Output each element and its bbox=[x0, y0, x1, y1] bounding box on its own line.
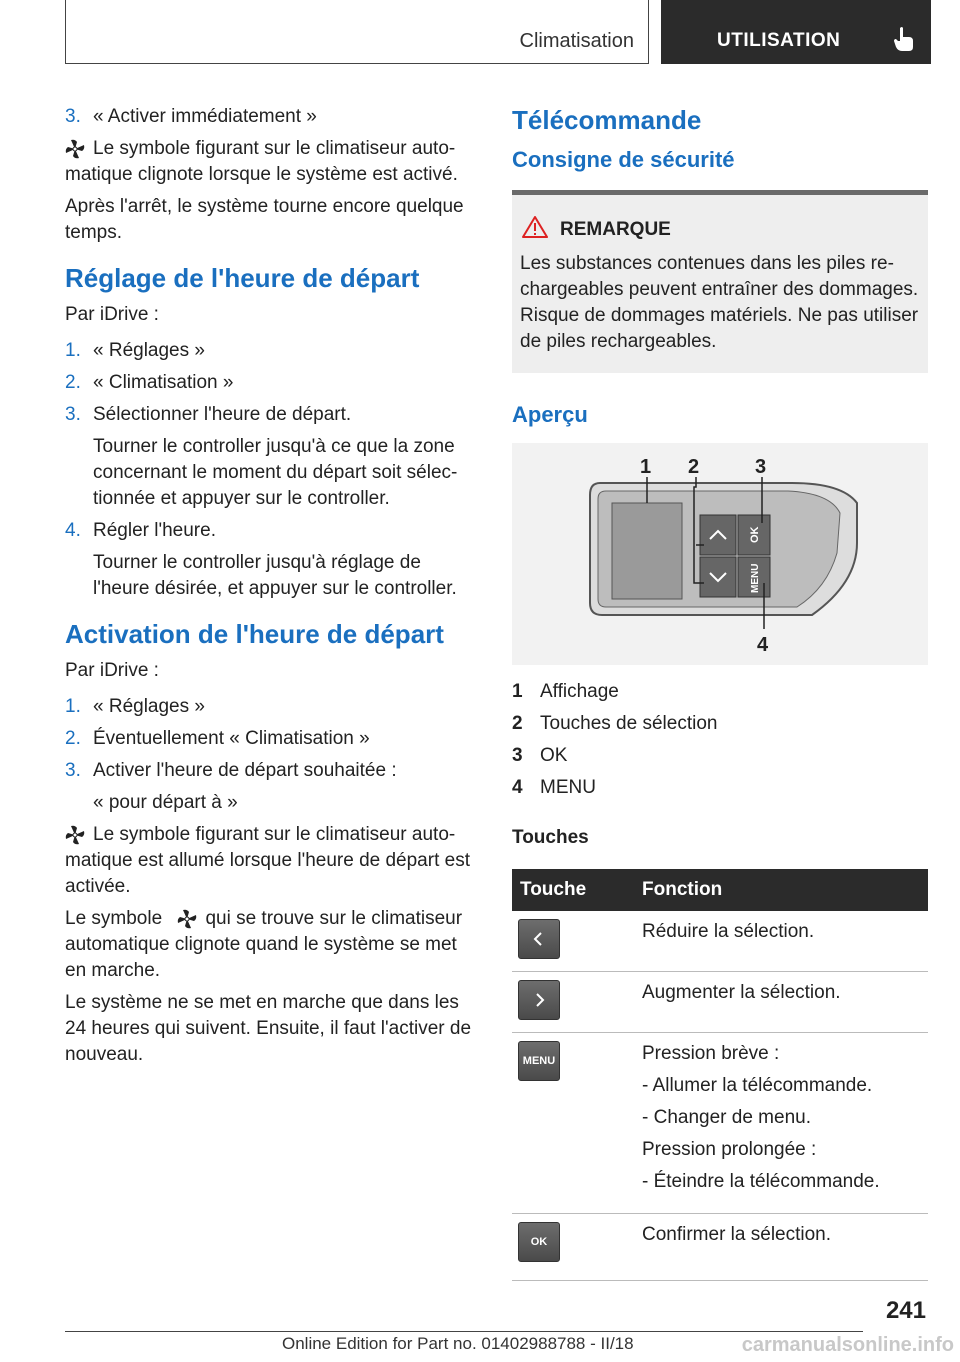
warning-icon bbox=[522, 215, 548, 239]
right-column bbox=[512, 104, 928, 1281]
list-item bbox=[65, 402, 475, 428]
list-item bbox=[65, 104, 475, 130]
paragraph: Le système ne se met en marche que dans les 24 heures qui suivent. Ensuite, il faut l'activer de nouveau. bbox=[65, 992, 472, 1065]
list-number: 2. bbox=[65, 728, 81, 749]
legend-number: 3 bbox=[512, 745, 523, 766]
remote-control-illustration bbox=[512, 443, 928, 665]
list-subtext: Tourner le controller jusqu'à ce que la zone concernant le moment du départ soit sélectionnée et appuyer sur le controller. bbox=[93, 436, 458, 509]
symbol-pre-text: Le symbole bbox=[65, 908, 163, 929]
column-header: Touche bbox=[512, 869, 634, 911]
list-text: Régler l'heure. bbox=[93, 520, 216, 541]
symbol-blink-text: Le symbole figurant sur le climatiseur automatique clignote lorsque le système est activé. bbox=[65, 138, 458, 185]
pointing-hand-icon bbox=[893, 26, 915, 52]
table-cell-text: - Changer de menu. bbox=[642, 1107, 811, 1128]
intro-text: Par iDrive : bbox=[65, 660, 159, 681]
table-cell-text: Augmenter la sélection. bbox=[642, 982, 841, 1003]
header-chapter-title: UTILISATION bbox=[717, 30, 841, 51]
list-item bbox=[65, 518, 475, 544]
notice-title-text: REMARQUE bbox=[560, 219, 671, 240]
table-cell-text: - Éteindre la télécommande. bbox=[642, 1171, 880, 1192]
table-cell-text: - Allumer la télécommande. bbox=[642, 1075, 873, 1096]
table-row bbox=[512, 911, 928, 972]
notice-text: Les substances contenues dans les piles rechargeables peuvent entraîner des dommages. Risque de dommages matériels. Ne pas utiliser de piles rechargeables. bbox=[520, 253, 919, 352]
callout-4: 4 bbox=[757, 634, 769, 656]
paragraph bbox=[65, 822, 475, 900]
list-item bbox=[65, 694, 475, 720]
list-item bbox=[65, 758, 475, 784]
paragraph bbox=[65, 906, 475, 984]
left-column bbox=[65, 104, 475, 1074]
notice-title bbox=[560, 217, 920, 243]
heading-telecommande: Télécommande bbox=[512, 105, 702, 135]
legend-item bbox=[512, 775, 928, 801]
chevron-right-icon bbox=[518, 980, 560, 1020]
header-chapter-box bbox=[661, 0, 931, 64]
list-text: « Activer immédiatement » bbox=[93, 106, 317, 127]
chevron-left-icon bbox=[518, 919, 560, 959]
list-number: 1. bbox=[65, 696, 81, 717]
table-header-row bbox=[512, 869, 928, 911]
list-text: « Réglages » bbox=[93, 696, 205, 717]
list-subtext: « pour départ à » bbox=[93, 792, 238, 813]
footer-edition: Online Edition for Part no. 01402988788 - II/18 bbox=[282, 1334, 634, 1353]
list-number: 3. bbox=[65, 760, 81, 781]
legend-item bbox=[512, 711, 928, 737]
heading-activation: Activation de l'heure de départ bbox=[65, 619, 444, 649]
list-number: 3. bbox=[65, 106, 81, 127]
watermark: carmanualsonline.info bbox=[741, 1334, 954, 1356]
page-number: 241 bbox=[885, 1297, 926, 1324]
header-section-box bbox=[65, 0, 649, 64]
list-text: « Réglages » bbox=[93, 340, 205, 361]
figure-menu-key-label: MENU bbox=[750, 563, 761, 593]
legend-item bbox=[512, 679, 928, 705]
figure-ok-key-label: OK bbox=[749, 526, 761, 543]
list-text: « Climatisation » bbox=[93, 372, 234, 393]
symbol-lit-text: Le symbole figurant sur le climatiseur automatique est allumé lorsque l'heure de départ est activée. bbox=[65, 824, 470, 897]
list-number: 1. bbox=[65, 340, 81, 361]
table-cell-text: Réduire la sélection. bbox=[642, 921, 815, 942]
list-subtext: Tourner le controller jusqu'à réglage de l'heure désirée, et appuyer sur le controller. bbox=[93, 552, 457, 599]
table-row bbox=[512, 972, 928, 1033]
table-cell-text: Pression brève : bbox=[642, 1043, 780, 1064]
remote-control-figure bbox=[512, 443, 928, 665]
paragraph bbox=[65, 136, 475, 188]
list-number: 4. bbox=[65, 520, 81, 541]
list-item bbox=[65, 726, 475, 752]
table-row bbox=[512, 1033, 928, 1214]
callout-1: 1 bbox=[640, 456, 652, 478]
legend-number: 1 bbox=[512, 681, 523, 702]
table-row bbox=[512, 1214, 928, 1281]
table-cell-text: Pression prolongée : bbox=[642, 1139, 817, 1160]
list-text: Sélectionner l'heure de départ. bbox=[93, 404, 352, 425]
symbol-post-text: qui se trouve sur le climatiseur automatique clignote quand le système se met en marche. bbox=[65, 908, 463, 981]
touches-heading: Touches bbox=[512, 827, 589, 848]
list-item bbox=[65, 338, 475, 364]
legend-item bbox=[512, 743, 928, 769]
list-text: Activer l'heure de départ souhaitée : bbox=[93, 760, 397, 781]
fan-icon bbox=[177, 909, 197, 929]
legend-label: MENU bbox=[540, 777, 596, 798]
column-header: Fonction bbox=[634, 869, 928, 911]
fan-icon bbox=[65, 825, 85, 845]
heading-apercu: Aperçu bbox=[512, 402, 588, 427]
callout-3: 3 bbox=[755, 456, 767, 478]
legend-label: Touches de sélection bbox=[540, 713, 718, 734]
intro-text: Par iDrive : bbox=[65, 304, 159, 325]
paragraph: Après l'arrêt, le système tourne encore quelque temps. bbox=[65, 196, 464, 243]
legend-number: 4 bbox=[512, 777, 523, 798]
heading-consigne: Consigne de sécurité bbox=[512, 147, 735, 172]
ok-key-icon: OK bbox=[518, 1222, 560, 1262]
keys-table bbox=[512, 869, 928, 1281]
list-number: 2. bbox=[65, 372, 81, 393]
footer-divider bbox=[65, 1331, 863, 1332]
legend-label: OK bbox=[540, 745, 568, 766]
menu-key-icon: MENU bbox=[518, 1041, 560, 1081]
list-text: Éventuellement « Climatisation » bbox=[93, 728, 370, 749]
table-cell-text: Confirmer la sélection. bbox=[642, 1224, 832, 1245]
legend-label: Affichage bbox=[540, 681, 619, 702]
list-number: 3. bbox=[65, 404, 81, 425]
heading-reglage: Réglage de l'heure de départ bbox=[65, 263, 420, 293]
fan-icon bbox=[65, 139, 85, 159]
notice-box bbox=[512, 190, 928, 373]
legend-number: 2 bbox=[512, 713, 523, 734]
list-item bbox=[65, 370, 475, 396]
callout-2: 2 bbox=[688, 456, 700, 478]
header-section-title: Climatisation bbox=[519, 30, 634, 52]
